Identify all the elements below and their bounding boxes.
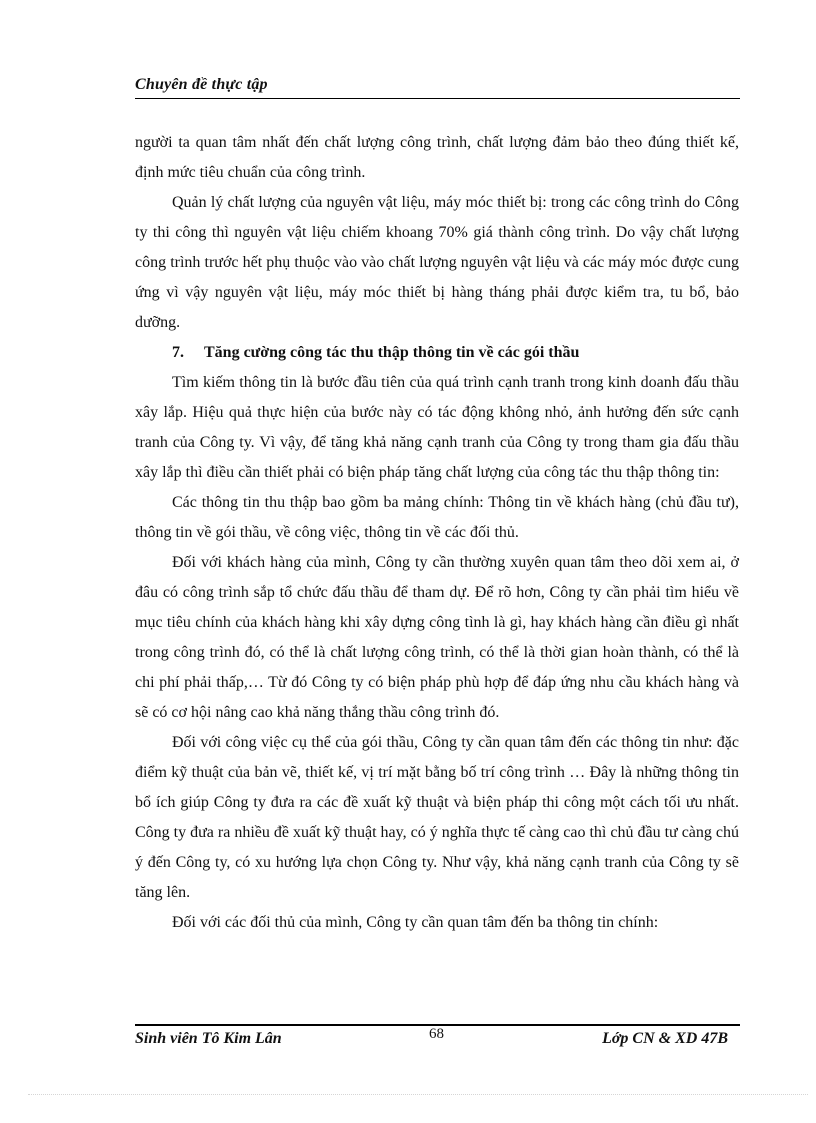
body-text bbox=[135, 128, 739, 938]
paragraph: Đối với các đối thủ của mình, Công ty cần quan tâm đến ba thông tin chính: bbox=[172, 914, 659, 931]
footer-student-name: Sinh viên Tô Kim Lân bbox=[135, 1030, 282, 1047]
footer-class-label: Lớp CN & XD 47B bbox=[602, 1030, 728, 1047]
section-number: 7. bbox=[172, 344, 184, 361]
paragraph: Đối với khách hàng của mình, Công ty cần thường xuyên quan tâm theo dõi xem ai, ở đâu có công trình sắp tổ chức đấu thầu để tham dự. Để rõ hơn, Công ty cần phải tìm hiểu về mục tiêu chính của khách hàng khi xây dựng công tình là gì, hay khách hàng cần điều gì nhất trong công trình đó, có thể là chất lượng công trình, có thể là thời gian hoàn thành, có thể là chi phí phải thấp,… Từ đó Công ty có biện pháp phù hợp để đáp ứng nhu cầu khách hàng và sẽ có cơ hội nâng cao khả năng thắng thầu công trình đó. bbox=[135, 554, 739, 721]
paragraph: Đối với công việc cụ thể của gói thầu, Công ty cần quan tâm đến các thông tin như: đặc điểm kỹ thuật của bản vẽ, thiết kế, vị trí mặt bằng bố trí công trình … Đây là những thông tin bổ ích giúp Công ty đưa ra các đề xuất kỹ thuật và biện pháp thi công một cách tối ưu nhất. Công ty đưa ra nhiều đề xuất kỹ thuật hay, có ý nghĩa thực tế càng cao thì chủ đầu tư càng chú ý đến Công ty, có xu hướng lựa chọn Công ty. Như vậy, khả năng cạnh tranh của Công ty sẽ tăng lên. bbox=[135, 734, 739, 901]
paragraph: Quản lý chất lượng của nguyên vật liệu, máy móc thiết bị: trong các công trình do Công ty thi công thì nguyên vật liệu chiếm khoang 70% giá thành công trình. Do vậy chất lượng công trình trước hết phụ thuộc vào vào chất lượng nguyên vật liệu và các máy móc được cung ứng vì vậy nguyên vật liệu, máy móc thiết bị hàng tháng phải được kiểm tra, tu bổ, bảo dưỡng. bbox=[135, 194, 739, 331]
page-edge-divider bbox=[28, 1094, 808, 1095]
header-title: Chuyên đề thực tập bbox=[135, 76, 268, 93]
paragraph: Tìm kiếm thông tin là bước đầu tiên của quá trình cạnh tranh trong kinh doanh đấu thầu xây lắp. Hiệu quả thực hiện của bước này có tác động không nhỏ, ảnh hưởng đến sức cạnh tranh của Công ty. Vì vậy, để tăng khả năng cạnh tranh của Công ty trong tham gia đấu thầu xây lắp thì điều cần thiết phải có biện pháp tăng chất lượng của công tác thu thập thông tin: bbox=[135, 374, 739, 481]
section-heading bbox=[135, 338, 739, 368]
page-footer bbox=[135, 1024, 740, 1052]
section-heading-text: Tăng cường công tác thu thập thông tin về các gói thầu bbox=[204, 344, 580, 361]
paragraph: người ta quan tâm nhất đến chất lượng công trình, chất lượng đảm bảo theo đúng thiết kế, định mức tiêu chuẩn của công trình. bbox=[135, 134, 739, 181]
page-header bbox=[135, 74, 740, 99]
paragraph: Các thông tin thu thập bao gồm ba mảng chính: Thông tin về khách hàng (chủ đầu tư), thông tin về gói thầu, về công việc, thông tin về các đối thủ. bbox=[135, 494, 739, 541]
page-number: 68 bbox=[429, 1026, 444, 1042]
